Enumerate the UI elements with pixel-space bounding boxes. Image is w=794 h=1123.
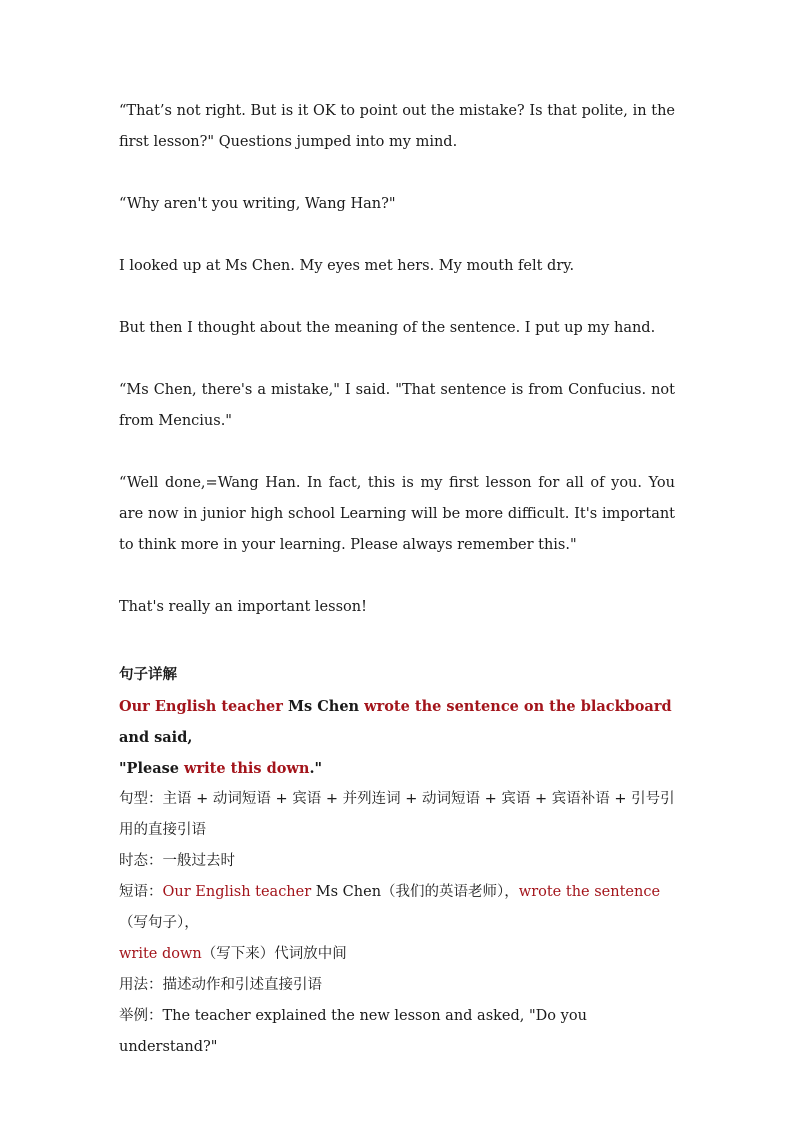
example-text: The teacher explained the new lesson and asked, "Do you understand?"	[119, 1008, 587, 1055]
usage-text: 描述动作和引述直接引语	[162, 977, 322, 993]
sentence-appositive: Ms Chen	[282, 698, 365, 715]
usage-label: 用法：	[119, 977, 163, 993]
sentence-verb-phrase-1: wrote the sentence on the blackboard	[364, 698, 672, 715]
story-paragraph-3: I looked up at Ms Chen. My eyes met hers. My mouth felt dry.	[119, 258, 575, 274]
sentence-conjunction: and said,	[119, 729, 193, 746]
phrase-item-2-rest: （写句子），	[119, 915, 199, 931]
story-paragraph-7: That's really an important lesson!	[119, 599, 367, 615]
analysis-sentence	[119, 691, 675, 784]
analysis-tense	[119, 846, 675, 877]
story-paragraph-6: “Well done,=Wang Han. In fact, this is my first lesson for all of you. You are now in junior high school Learning will be more difficult. It's important to think more in your learning. Please always remember this."	[119, 475, 675, 553]
phrase-item-2: wrote the sentence	[518, 884, 661, 900]
phrase-item-3-rest: （写下来）代词放中间	[201, 946, 347, 962]
phrases-label: 短语：	[119, 884, 163, 900]
analysis-heading: 句子详解	[119, 667, 177, 683]
sentence-subject: Our English teacher	[119, 698, 283, 715]
story-paragraph-5: “Ms Chen, there's a mistake," I said. "That sentence is from Confucius. not from Mencius."	[119, 382, 675, 429]
tense-text: 一般过去时	[162, 853, 235, 869]
analysis-structure	[119, 784, 675, 846]
story-paragraph-2: “Why aren't you writing, Wang Han?"	[119, 196, 396, 212]
analysis-example	[119, 1001, 675, 1063]
example-label: 举例：	[119, 1008, 163, 1024]
sentence-verb-phrase-2: write this down	[184, 760, 310, 777]
tense-label: 时态：	[119, 853, 163, 869]
phrase-item-1-rest: Ms Chen（我们的英语老师），	[311, 884, 519, 900]
story-paragraph-1: “That’s not right. But is it OK to point out the mistake? Is that polite, in the first lesson?" Questions jumped into my mind.	[119, 103, 675, 150]
analysis-phrases	[119, 877, 675, 970]
structure-text: 主语 + 动词短语 + 宾语 + 并列连词 + 动词短语 + 宾语 + 宾语补语 + 引号引用的直接引语	[119, 791, 675, 838]
sentence-quote-close: ."	[309, 760, 323, 777]
phrase-item-1: Our English teacher	[162, 884, 312, 900]
document-content	[119, 96, 675, 1063]
analysis-usage	[119, 970, 675, 1001]
story-paragraph-4: But then I thought about the meaning of the sentence. I put up my hand.	[119, 320, 656, 336]
phrase-item-3: write down	[119, 946, 202, 962]
structure-label: 句型：	[119, 791, 163, 807]
sentence-quote-open: "Please	[119, 760, 185, 777]
